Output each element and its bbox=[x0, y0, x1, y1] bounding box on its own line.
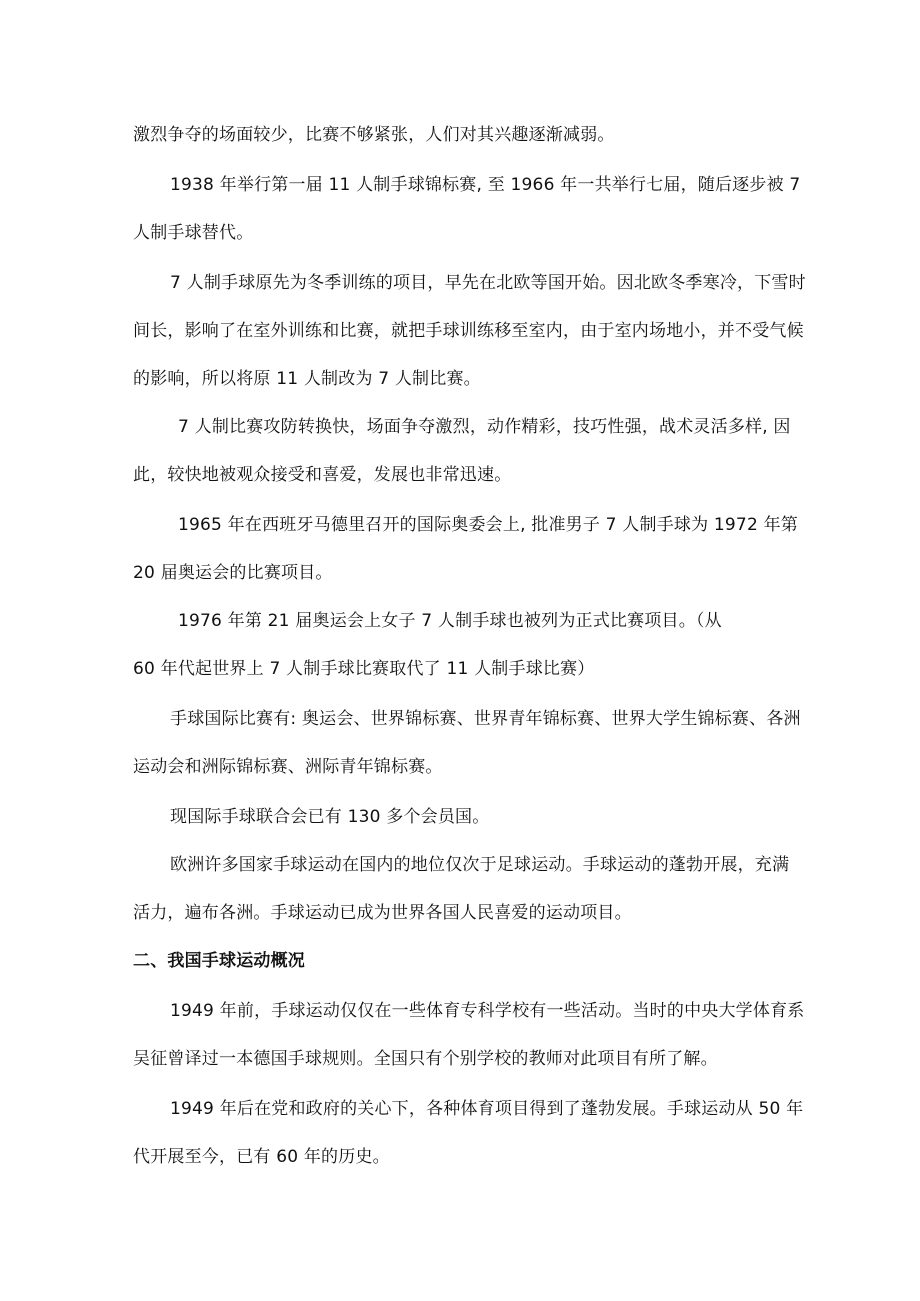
text-line: 7 人制手球原先为冬季训练的项目，早先在北欧等国开始。因北欧冬季寒冷，下雪时 bbox=[170, 273, 806, 293]
text-line: 1949 年后在党和政府的关心下，各种体育项目得到了蓬勃发展。手球运动从 50 年 bbox=[170, 1099, 804, 1119]
text-line: 20 届奥运会的比赛项目。 bbox=[133, 563, 333, 583]
text-line: 人制手球替代。 bbox=[133, 223, 254, 243]
text-line: 手球国际比赛有: 奥运会、世界锦标赛、世界青年锦标赛、世界大学生锦标赛、各洲 bbox=[170, 709, 801, 729]
text-line: 代开展至今，已有 60 年的历史。 bbox=[133, 1147, 390, 1167]
text-line: 现国际手球联合会已有 130 多个会员国。 bbox=[170, 807, 490, 827]
text-line: 间长，影响了在室外训练和比赛，就把手球训练移至室内，由于室内场地小，并不受气候 bbox=[133, 321, 804, 341]
text-line: 欧洲许多国家手球运动在国内的地位仅次于足球运动。手球运动的蓬勃开展，充满 bbox=[170, 855, 790, 875]
text-line: 的影响，所以将原 11 人制改为 7 人制比赛。 bbox=[133, 369, 481, 389]
text-line: 激烈争夺的场面较少，比赛不够紧张，人们对其兴趣逐渐减弱。 bbox=[133, 125, 615, 145]
text-line: 吴征曾译过一本德国手球规则。全国只有个别学校的教师对此项目有所了解。 bbox=[133, 1049, 718, 1069]
text-line: 1938 年举行第一届 11 人制手球锦标赛, 至 1966 年一共举行七届，随后逐步被 7 bbox=[170, 175, 801, 195]
text-line: 1965 年在西班牙马德里召开的国际奥委会上, 批准男子 7 人制手球为 1972 年第 bbox=[178, 515, 798, 535]
text-line: 1949 年前，手球运动仅仅在一些体育专科学校有一些活动。当时的中央大学体育系 bbox=[170, 1001, 805, 1021]
text-line: 活力，遍布各洲。手球运动已成为世界各国人民喜爱的运动项目。 bbox=[133, 903, 632, 923]
text-line: 1976 年第 21 届奥运会上女子 7 人制手球也被列为正式比赛项目。（从 bbox=[178, 611, 722, 631]
text-line: 此，较快地被观众接受和喜爱，发展也非常迅速。 bbox=[133, 465, 512, 485]
section-heading: 二、我国手球运动概况 bbox=[133, 951, 305, 971]
text-line: 7 人制比赛攻防转换快，场面争夺激烈，动作精彩，技巧性强，战术灵活多样, 因 bbox=[178, 417, 791, 437]
text-line: 60 年代起世界上 7 人制手球比赛取代了 11 人制手球比赛） bbox=[133, 659, 595, 679]
text-line: 运动会和洲际锦标赛、洲际青年锦标赛。 bbox=[133, 757, 443, 777]
